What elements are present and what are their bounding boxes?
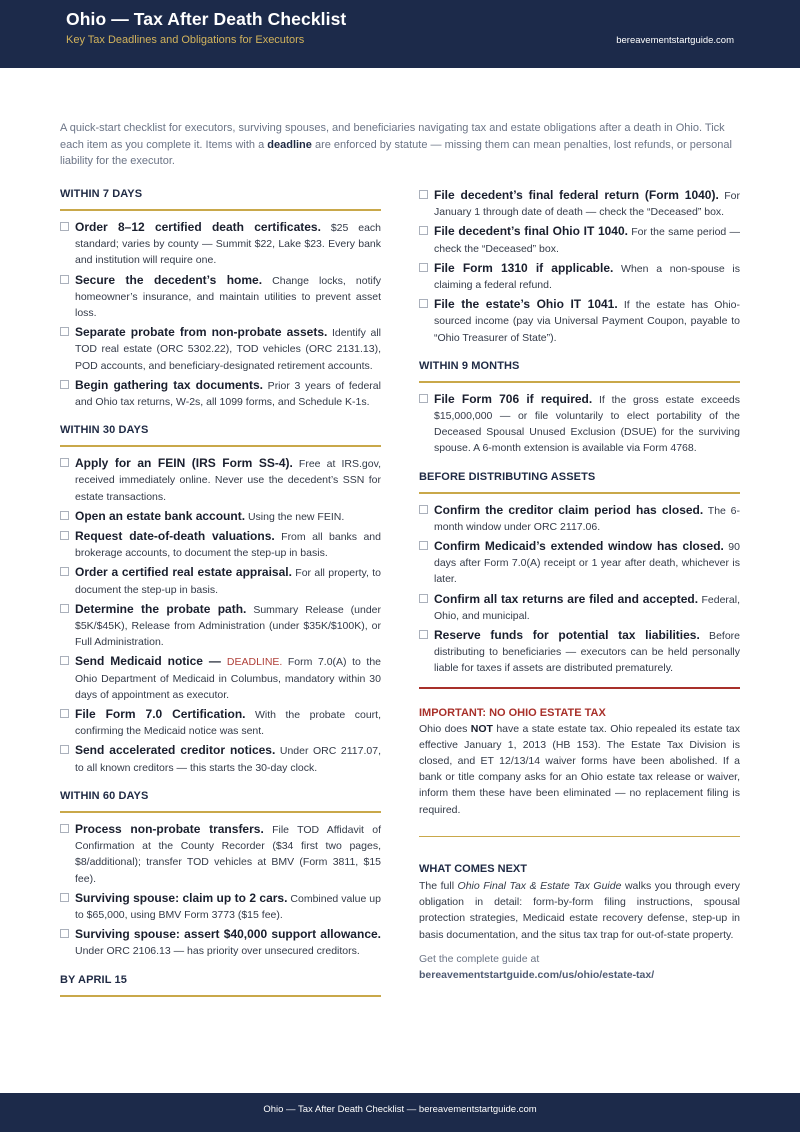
guide-title-italic: Ohio Final Tax & Estate Tax Guide [457,879,622,892]
item-text: If the estate has Ohio-sourced income (pay via Universal Payment Coupon, payable to “Ohio Treasurer of State”). [434,299,740,344]
checklist-item [60,508,381,525]
item-text: Prior 3 years of federal and Ohio tax returns, W-2s, all 1099 forms, and Schedule K-1s. [75,379,381,409]
item-text: Form 7.0(A) to the Ohio Department of Medicaid in Columbus, mandatory within 30 days of appointment as executor. [75,656,381,701]
checkbox[interactable] [60,275,69,284]
checkbox[interactable] [60,380,69,389]
item-text: File TOD Affidavit of Confirmation at the County Recorder ($34 first two pages, $8/additional); transfer TOD vehicles at BMV (Form 3811, $15 fee). [75,823,381,885]
item-lead: Open an estate bank account. [75,508,246,523]
checkbox[interactable] [419,299,428,308]
divider-red [419,687,740,689]
checkbox[interactable] [60,745,69,754]
guide-link-url[interactable]: bereavementstartguide.com/us/ohio/estate-tax/ [419,968,655,981]
item-text: When a non-spouse is claiming a federal refund. [434,262,740,292]
item-lead: Begin gathering tax documents. [75,377,263,392]
item-lead: Apply for an FEIN (IRS Form SS-4). [75,456,293,471]
item-lead: File the estate’s Ohio IT 1041. [434,297,618,312]
checkbox[interactable] [419,541,428,550]
checklist-item [60,926,381,959]
header-site-link[interactable]: bereavementstartguide.com [616,35,734,46]
important-paragraph [419,721,740,818]
checkbox[interactable] [419,630,428,639]
item-lead: Reserve funds for potential tax liabilities. [434,628,700,643]
page-title: Ohio — Tax After Death Checklist [66,9,347,29]
item-text: Under ORC 2117.07, to all known creditors — this starts the 30-day clock. [75,745,381,774]
checklist-item [60,601,381,651]
section-heading-april-15: BY APRIL 15 [60,973,381,997]
item-text: Under ORC 2106.13 — has priority over unsecured creditors. [75,945,360,958]
checkbox[interactable] [419,190,428,199]
item-lead: Surviving spouse: assert $40,000 support allowance. [75,927,381,942]
item-text: With the probate court, confirming the Medicaid notice was sent. [75,709,381,738]
item-text: For the same period — check the “Deceased” box. [434,226,741,255]
section-heading-9-months: WITHIN 9 MONTHS [419,359,740,383]
item-lead: Request date-of-death valuations. [75,529,275,544]
checklist-before-distributing [419,502,740,677]
item-lead: File decedent’s final federal return (Form 1040). [434,188,719,202]
checkbox[interactable] [60,567,69,576]
item-text: The 6-month window under ORC 2117.06. [434,504,740,533]
important-text-after: have a state estate tax. Ohio repealed its estate tax effective January 1, 2013 (HB 153). The Estate Tax Division is closed, and ET 12/13/14 waiver forms have been abolished. If a bank or title company asks for an Ohio estate tax release or waiver, inform them these have been eliminated — no replacement filing is required. [419,722,740,816]
item-text: For all property, to document the step-up in basis. [75,567,381,596]
checklist-item [419,591,740,624]
item-lead: Order a certified real estate appraisal. [75,565,292,580]
item-text: From all banks and brokerage accounts, to document the step-up in basis. [75,531,381,560]
item-lead: Confirm all tax returns are filed and accepted. [434,591,699,606]
item-lead: Send Medicaid notice — [75,654,227,669]
item-lead: File decedent’s final Ohio IT 1040. [434,224,628,239]
section-heading-60-days: WITHIN 60 DAYS [60,789,381,813]
checkbox[interactable] [419,226,428,235]
checklist-item [60,564,381,597]
checkbox[interactable] [419,505,428,514]
important-heading: IMPORTANT: NO OHIO ESTATE TAX [419,706,606,719]
checkbox[interactable] [60,824,69,833]
checkbox[interactable] [60,327,69,336]
page-header [0,0,800,68]
checkbox[interactable] [60,656,69,665]
checklist-7-days [60,219,381,410]
checklist-item [60,742,381,775]
item-text: Free at IRS.gov, received immediately online. Never use the decedent’s SSN for estate transactions. [75,458,381,503]
item-text: Using the new FEIN. [245,510,345,523]
next-text-after: walks you through every obligation in detail: form-by-form filing instructions, spousal protection strategies, Medicaid estate recovery defense, step-up in basis documentation, and the situs tax trap for out-of-state property. [419,879,740,941]
checklist-item [60,324,381,374]
item-lead: File Form 706 if required. [434,391,593,406]
checklist-60-days [60,821,381,960]
next-paragraph [419,878,740,943]
checkbox[interactable] [60,604,69,613]
item-text: $25 each standard; varies by county — Summit $22, Lake $23. Every bank and institution will require one. [75,222,381,267]
checkbox[interactable] [60,222,69,231]
item-lead: File Form 1310 if applicable. [434,260,614,275]
checkbox[interactable] [60,531,69,540]
checklist-item [419,538,740,588]
checkbox[interactable] [60,709,69,718]
section-heading-before-distributing: BEFORE DISTRIBUTING ASSETS [419,470,740,494]
checklist-item [419,391,740,457]
item-lead: Separate probate from non-probate assets. [75,325,328,340]
checkbox[interactable] [60,511,69,520]
checklist-item [419,260,740,293]
what-comes-next [419,863,740,983]
important-text-before: Ohio does [419,722,471,735]
item-text: Combined value up to $65,000, using BMV Form 3773 ($15 fee). [75,892,381,921]
item-lead: Order 8–12 certified death certificates. [75,220,321,234]
checklist-item [419,187,740,220]
item-lead: Secure the decedent’s home. [75,272,263,287]
intro-text-after: are enforced by statute — missing them can mean penalties, lost refunds, or personal liability for the executor. [60,138,732,167]
guide-link-block [419,951,740,983]
checklist-item [60,890,381,923]
item-text: If the gross estate exceeds $15,000,000 — or file voluntarily to elect portability of the Deceased Spousal Unused Exclusion (DSUE) for the surviving spouse. A 6-month extension is available via Form 4768. [434,393,740,455]
checklist-item [60,455,381,505]
left-column [60,187,381,1005]
checkbox[interactable] [419,394,428,403]
important-not-bold: NOT [470,722,493,735]
checklist-item [419,296,740,346]
checklist-item [60,377,381,410]
checklist-item [419,502,740,535]
intro-paragraph [60,120,742,170]
page-footer: Ohio — Tax After Death Checklist — bereavementstartguide.com [0,1093,800,1132]
item-text: Before distributing to beneficiaries — executors can be held personally liable for taxes if assets are distributed prematurely. [434,630,740,675]
next-heading: WHAT COMES NEXT [419,862,527,875]
checklist-item [60,821,381,887]
item-lead: Send accelerated creditor notices. [75,743,276,758]
checklist-30-days [60,455,381,776]
checkbox[interactable] [419,594,428,603]
intro-deadline-bold: deadline [267,138,312,151]
important-callout [419,707,740,818]
item-text: Summary Release (under $5K/$45K), Release from Administration (under $35K/$100K), or Full Administration. [75,603,381,649]
checklist-item [60,272,381,322]
item-lead: Surviving spouse: claim up to 2 cars. [75,890,288,905]
page-subtitle: Key Tax Deadlines and Obligations for Executors [66,34,305,46]
intro-text-before: A quick-start checklist for executors, surviving spouses, and beneficiaries navigating tax and estate obligations after a death in Ohio. Tick each item as you complete it. Items with a [60,122,725,151]
checklist-item [60,528,381,561]
item-text: 90 days after Form 7.0(A) receipt or 1 year after death, whichever is later. [434,541,740,586]
item-text: For January 1 through date of death — check the “Deceased” box. [434,190,740,219]
item-text: Federal, Ohio, and municipal. [434,593,740,622]
section-heading-30-days: WITHIN 30 DAYS [60,423,381,447]
checklist-item [60,706,381,739]
item-text: Change locks, notify homeowner’s insurance, and maintain utilities to prevent asset loss. [75,274,382,320]
checklist-item [419,223,740,256]
item-lead: Process non-probate transfers. [75,821,264,836]
checklist-item [419,627,740,677]
next-text-before: The full [419,879,458,892]
item-lead: Determine the probate path. [75,601,247,616]
checklist-9-months [419,391,740,457]
item-text: Identify all TOD real estate (ORC 5302.22), TOD vehicles (ORC 2131.13), POD accounts, and beneficiary-designated retirement accounts. [75,327,381,372]
checkbox[interactable] [60,458,69,467]
divider-gold [419,836,740,837]
checkbox[interactable] [60,929,69,938]
checklist-april-15 [419,187,740,346]
deadline-tag: DEADLINE. [226,656,283,669]
checklist-item [60,653,381,703]
item-lead: Confirm Medicaid’s extended window has closed. [434,539,724,554]
checklist-item [60,219,381,269]
section-heading-7-days: WITHIN 7 DAYS [60,187,381,211]
item-lead: Confirm the creditor claim period has closed. [434,502,704,517]
checkbox[interactable] [60,893,69,902]
checkbox[interactable] [419,263,428,272]
item-lead: File Form 7.0 Certification. [75,707,246,722]
guide-link-label: Get the complete guide at [419,952,540,965]
right-column [419,187,740,983]
